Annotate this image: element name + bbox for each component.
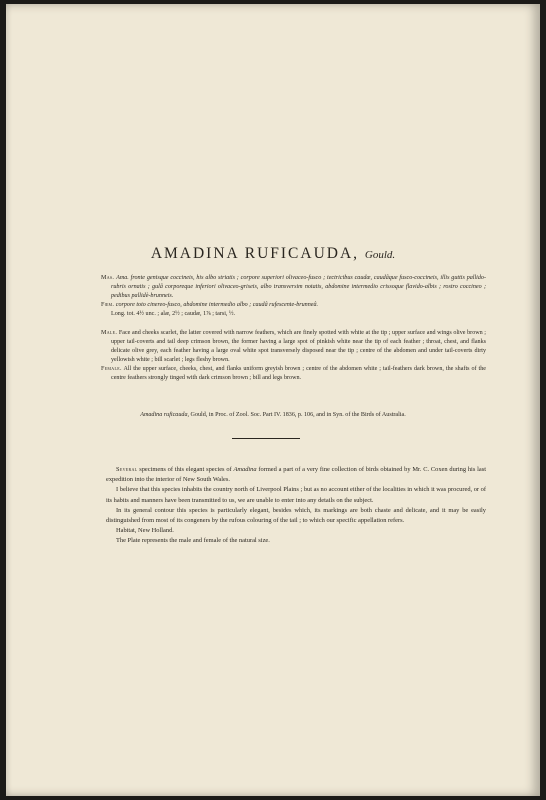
citation-reference: Gould, in Proc. of Zool. Soc. Part IV. 1836, p. 106, and in Syn. of the Birds of Australia. — [190, 412, 406, 418]
female-label: Female. — [101, 365, 122, 372]
english-description — [101, 329, 486, 382]
paragraph-habitat: Habitat, New Holland. — [116, 527, 174, 535]
divider-rule — [232, 438, 300, 439]
foem-label: Fœm. — [101, 301, 115, 308]
citation — [6, 412, 540, 418]
female-text: All the upper surface, cheeks, chest, and flanks uniform greyish brown ; centre of the abdomen white ; tail-feathers dark brown, the shafts of the centre feathers strongly tinged with dark crimson brown ; bill and legs brown. — [111, 365, 487, 381]
paragraph-plate: The Plate represents the male and female of the natural size. — [116, 537, 270, 545]
foem-text: corpore toto cinereo-fusco, abdomine intermedio albo ; caudâ rufescente-brunneâ. — [115, 301, 319, 308]
paragraph-1-lead: Several — [116, 466, 138, 473]
paragraph-1-a: specimens of this elegant species of — [139, 466, 232, 473]
species-name: AMADINA RUFICAUDA, — [150, 245, 360, 262]
measurements: Long. tot. 4½ unc. ; alæ, 2½ ; caudæ, 1⅞ ; tarsi, ½. — [111, 310, 236, 317]
male-label: Male. — [101, 330, 118, 336]
body-text — [106, 465, 486, 547]
mas-text: Ama. fronte genisque coccineis, his albo striatis ; corpore superiori olivaceo-fusco ; tectricibus caudæ, caudâque fusco-coccineis, illis guttis pallido-rubris ornatis ; gulâ corporeque inferiori olivaceo-griseis, albo transversim notatis, abdomine intermedio crissoque flavido-albis ; rostro coccineo ; pedibus pallidè-brunneis. — [111, 275, 486, 299]
paragraph-2: I believe that this species inhabits the country north of Liverpool Plains ; but as no account either of the localities in which it was procured, or of its habits and manners have been transmitted to us, we are unable to enter into any details on the subject. — [106, 486, 486, 504]
species-author: Gould. — [364, 249, 396, 261]
latin-male — [101, 274, 486, 301]
male-text: Face and cheeks scarlet, the latter covered with narrow feathers, which are finely spotted with white at the tip ; upper surface and wings olive brown ; upper tail-coverts and tail deep crimson brown, the former having a large spot of pinkish white near the tip of each feather ; throat, chest, and flanks delicate olive grey, each feather having a large oval white spot transversely disposed near the tip ; centre of the abdomen and under tail-coverts dirty yellowish white ; bill scarlet ; legs fleshy brown. — [111, 330, 486, 363]
book-page — [6, 4, 540, 796]
latin-female — [101, 301, 486, 310]
paragraph-1-genus: Amadina — [233, 466, 257, 473]
mas-label: Mas. — [101, 275, 115, 281]
english-male — [101, 329, 486, 365]
page-title — [6, 245, 540, 263]
paragraph-1 — [106, 465, 486, 485]
english-female — [101, 365, 486, 383]
paragraph-1-b: formed a part of a very fine collection of birds obtained by Mr. C. Coxen during his last expedition into the interior of New South Wales. — [106, 466, 486, 484]
paragraph-3: In its general contour this species is particularly elegant, besides which, its markings are both chaste and delicate, and it may be easily distinguished from most of its congeners by the rufous colouring of the tail ; to which our specific appellation refers. — [106, 506, 486, 525]
latin-description — [101, 274, 486, 319]
citation-species: Amadina ruficauda, — [140, 412, 190, 418]
